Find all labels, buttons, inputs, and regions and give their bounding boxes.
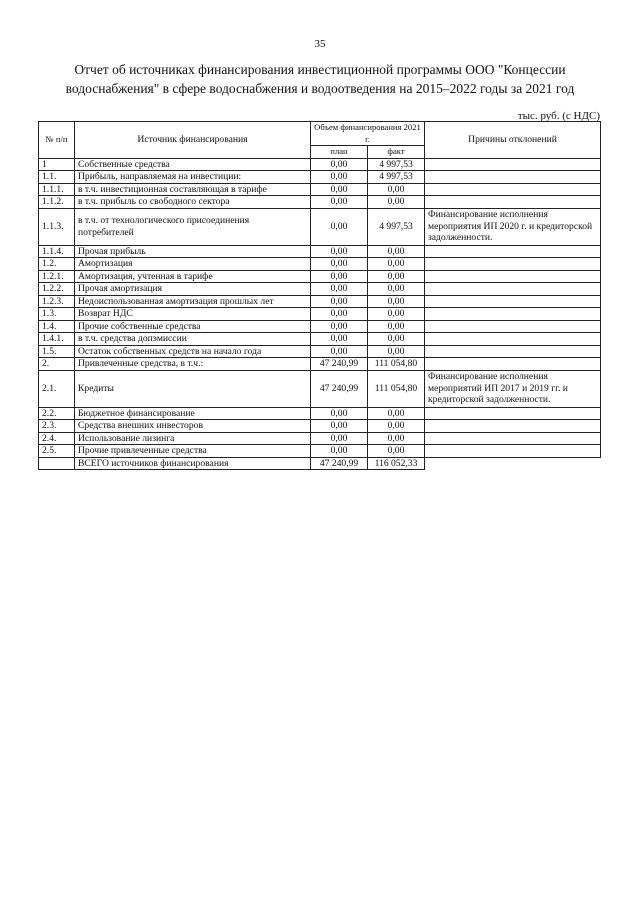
row-number: 2.1. <box>39 370 75 407</box>
table-body <box>39 158 601 470</box>
row-fact: 0,00 <box>368 432 425 445</box>
table-row <box>39 196 601 209</box>
row-number: 2.5. <box>39 445 75 458</box>
row-number: 1.1.4. <box>39 245 75 258</box>
header-source: Источник финансирования <box>75 122 311 159</box>
row-reason <box>425 196 601 209</box>
row-reason <box>425 171 601 184</box>
table-row <box>39 320 601 333</box>
row-fact: 0,00 <box>368 270 425 283</box>
title-line-1: Отчет об источниках финансирования инвестиционной программы ООО "Концессии <box>74 62 566 77</box>
table-row <box>39 270 601 283</box>
row-source: Прочая прибыль <box>75 245 311 258</box>
table-row <box>39 358 601 371</box>
row-number: 1.2.2. <box>39 283 75 296</box>
row-number: 2. <box>39 358 75 371</box>
row-fact: 0,00 <box>368 345 425 358</box>
total-plan: 47 240,99 <box>311 457 368 470</box>
row-source: Прибыль, направляемая на инвестиции: <box>75 171 311 184</box>
header-reasons: Причины отклонений <box>425 122 601 159</box>
row-source: Бюджетное финансирование <box>75 407 311 420</box>
table-row <box>39 333 601 346</box>
header-fact: факт <box>368 146 425 159</box>
row-number: 1.5. <box>39 345 75 358</box>
row-number: 1.1. <box>39 171 75 184</box>
row-reason <box>425 295 601 308</box>
row-plan: 0,00 <box>311 420 368 433</box>
row-plan: 0,00 <box>311 432 368 445</box>
row-plan: 0,00 <box>311 208 368 245</box>
row-number: 1.4. <box>39 320 75 333</box>
row-source: Использование лизинга <box>75 432 311 445</box>
row-source: Средства внешних инвесторов <box>75 420 311 433</box>
table-row <box>39 283 601 296</box>
table-row <box>39 345 601 358</box>
row-reason <box>425 258 601 271</box>
row-source: Прочие собственные средства <box>75 320 311 333</box>
row-plan: 0,00 <box>311 295 368 308</box>
row-number: 2.2. <box>39 407 75 420</box>
table-row <box>39 432 601 445</box>
row-plan: 0,00 <box>311 258 368 271</box>
row-number: 1.1.1. <box>39 183 75 196</box>
header-volume: Объем финансирования 2021 г. <box>311 122 425 146</box>
total-number <box>39 457 75 470</box>
row-source: Амортизация <box>75 258 311 271</box>
row-fact: 0,00 <box>368 333 425 346</box>
row-source: Недоиспользованная амортизация прошлых лет <box>75 295 311 308</box>
row-reason <box>425 345 601 358</box>
row-source: Собственные средства <box>75 158 311 171</box>
row-source: Прочие привлеченные средства <box>75 445 311 458</box>
row-fact: 4 997,53 <box>368 208 425 245</box>
row-plan: 0,00 <box>311 171 368 184</box>
row-number: 1.3. <box>39 308 75 321</box>
row-plan: 0,00 <box>311 270 368 283</box>
row-source: Возврат НДС <box>75 308 311 321</box>
row-number: 1 <box>39 158 75 171</box>
row-source: в т.ч. от технологического присоединения потребителей <box>75 208 311 245</box>
row-fact: 0,00 <box>368 407 425 420</box>
table-row <box>39 407 601 420</box>
row-reason <box>425 407 601 420</box>
header-plan: план <box>311 146 368 159</box>
row-fact: 111 054,80 <box>368 370 425 407</box>
row-reason <box>425 358 601 371</box>
row-reason: Финансирование исполнения мероприятий ИП 2017 и 2019 гг. и кредиторской задолженности. <box>425 370 601 407</box>
table-row <box>39 445 601 458</box>
title-line-2: водоснабжения" в сфере водоснабжения и водоотведения на 2015–2022 годы за 2021 год <box>65 81 575 96</box>
row-plan: 0,00 <box>311 283 368 296</box>
row-plan: 0,00 <box>311 308 368 321</box>
row-source: Кредиты <box>75 370 311 407</box>
row-source: Прочая амортизация <box>75 283 311 296</box>
row-plan: 0,00 <box>311 158 368 171</box>
row-number: 1.4.1. <box>39 333 75 346</box>
row-fact: 0,00 <box>368 308 425 321</box>
units-label: тыс. руб. (с НДС) <box>517 110 600 122</box>
row-reason: Финансирование исполнения мероприятия ИП 2020 г. и кредиторской задолженности. <box>425 208 601 245</box>
total-fact: 116 052,33 <box>368 457 425 470</box>
row-number: 1.2.3. <box>39 295 75 308</box>
row-source: Привлеченные средства, в т.ч.: <box>75 358 311 371</box>
row-reason <box>425 420 601 433</box>
row-source: в т.ч. инвестиционная составляющая в тарифе <box>75 183 311 196</box>
table-row <box>39 208 601 245</box>
row-number: 1.2.1. <box>39 270 75 283</box>
row-plan: 0,00 <box>311 407 368 420</box>
table-row <box>39 258 601 271</box>
row-plan: 0,00 <box>311 345 368 358</box>
row-number: 1.2. <box>39 258 75 271</box>
total-label: ВСЕГО источников финансирования <box>75 457 311 470</box>
row-source: Амортизация, учтенная в тарифе <box>75 270 311 283</box>
row-number: 1.1.3. <box>39 208 75 245</box>
row-fact: 0,00 <box>368 258 425 271</box>
row-number: 1.1.2. <box>39 196 75 209</box>
row-source: в т.ч. прибыль со свободного сектора <box>75 196 311 209</box>
table-row <box>39 308 601 321</box>
row-fact: 0,00 <box>368 196 425 209</box>
row-plan: 0,00 <box>311 320 368 333</box>
table-row <box>39 420 601 433</box>
row-fact: 0,00 <box>368 420 425 433</box>
row-source: Остаток собственных средств на начало года <box>75 345 311 358</box>
row-plan: 0,00 <box>311 196 368 209</box>
row-fact: 0,00 <box>368 283 425 296</box>
row-reason <box>425 270 601 283</box>
row-plan: 47 240,99 <box>311 358 368 371</box>
table-row <box>39 158 601 171</box>
row-plan: 0,00 <box>311 333 368 346</box>
row-reason <box>425 245 601 258</box>
document-title <box>50 60 590 98</box>
row-number: 2.4. <box>39 432 75 445</box>
page-number: 35 <box>314 38 326 50</box>
financing-table <box>38 121 601 470</box>
row-plan: 47 240,99 <box>311 370 368 407</box>
row-reason <box>425 445 601 458</box>
table-row <box>39 370 601 407</box>
total-reason <box>425 457 601 470</box>
row-reason <box>425 283 601 296</box>
row-reason <box>425 308 601 321</box>
row-plan: 0,00 <box>311 183 368 196</box>
row-number: 2.3. <box>39 420 75 433</box>
row-reason <box>425 320 601 333</box>
row-reason <box>425 432 601 445</box>
row-fact: 0,00 <box>368 320 425 333</box>
table-row <box>39 183 601 196</box>
row-fact: 0,00 <box>368 183 425 196</box>
row-fact: 0,00 <box>368 295 425 308</box>
row-reason <box>425 333 601 346</box>
header-num: № п/п <box>39 122 75 159</box>
row-fact: 111 054,80 <box>368 358 425 371</box>
row-fact: 4 997,53 <box>368 171 425 184</box>
total-row <box>39 457 601 470</box>
row-plan: 0,00 <box>311 445 368 458</box>
table-row <box>39 245 601 258</box>
table-row <box>39 295 601 308</box>
row-reason <box>425 183 601 196</box>
row-source: в т.ч. средства допэмиссии <box>75 333 311 346</box>
row-reason <box>425 158 601 171</box>
row-fact: 0,00 <box>368 245 425 258</box>
row-fact: 4 997,53 <box>368 158 425 171</box>
table-row <box>39 171 601 184</box>
row-plan: 0,00 <box>311 245 368 258</box>
row-fact: 0,00 <box>368 445 425 458</box>
